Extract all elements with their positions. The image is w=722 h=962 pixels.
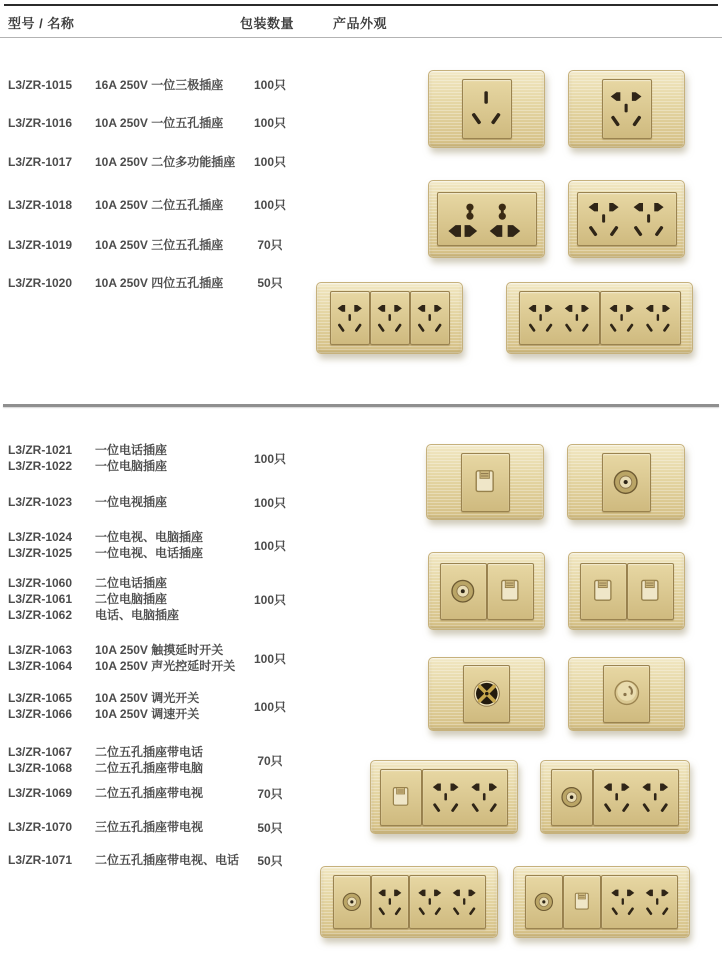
- socket-plate-double-jack-socket: [568, 552, 685, 630]
- touch-module-icon: [463, 665, 510, 723]
- module-strip: [580, 563, 674, 620]
- model-code: L3/ZR-1069: [8, 786, 73, 800]
- product-row: [0, 642, 722, 658]
- model-name: 一位电脑插座: [95, 459, 168, 473]
- socket-plate-two-gang-five-hole-socket: [568, 180, 685, 258]
- five2-module-icon: [409, 875, 486, 929]
- package-quantity: 100只: [253, 116, 287, 130]
- module-strip: [602, 79, 652, 139]
- model-name: 二位五孔插座带电脑: [95, 761, 204, 775]
- model-name: 一位电视、电话插座: [95, 546, 204, 560]
- model-name: 一位电话插座: [95, 443, 168, 457]
- module-strip: [519, 291, 681, 345]
- package-quantity: 100只: [253, 198, 287, 212]
- model-name: 16A 250V 一位三极插座: [95, 78, 224, 92]
- five-module-icon: [371, 875, 409, 929]
- package-quantity: 100只: [253, 538, 287, 553]
- package-quantity: 100只: [253, 78, 287, 92]
- five2-module-icon: [577, 192, 677, 246]
- rj-module-icon: [487, 563, 534, 620]
- socket-plate-tv-jack-with-two-five-hole: [513, 866, 690, 938]
- module-strip: [602, 453, 651, 512]
- model-name: 10A 250V 调光开关: [95, 691, 200, 705]
- socket-plate-tv-plus-jack-socket: [428, 552, 545, 630]
- header-rule: [0, 37, 722, 38]
- knob-module-icon: [603, 665, 650, 723]
- socket-plate-dimmer-knob-switch: [568, 657, 685, 731]
- top-rule: [4, 4, 718, 6]
- model-name: 10A 250V 二位多功能插座: [95, 155, 236, 169]
- module-strip: [525, 875, 678, 929]
- module-strip: [463, 665, 510, 723]
- module-strip: [440, 563, 534, 620]
- module-strip: [577, 192, 677, 246]
- model-code: L3/ZR-1068: [8, 761, 73, 775]
- tv-module-icon: [333, 875, 371, 929]
- package-quantity: 70只: [257, 786, 283, 801]
- socket-plate-three-gang-five-hole-socket: [316, 282, 463, 354]
- model-code: L3/ZR-1065: [8, 691, 73, 705]
- column-header-quantity: 包装数量: [240, 16, 295, 31]
- module-strip: [437, 192, 537, 246]
- model-code: L3/ZR-1019: [8, 238, 73, 252]
- five-module-icon: [330, 291, 370, 345]
- five-module-icon: [410, 291, 450, 345]
- rj-module-icon: [627, 563, 674, 620]
- model-code: L3/ZR-1061: [8, 592, 73, 606]
- column-header-model: 型号 / 名称: [8, 16, 75, 31]
- model-code: L3/ZR-1063: [8, 643, 73, 657]
- model-name: 10A 250V 一位五孔插座: [95, 116, 224, 130]
- model-code: L3/ZR-1067: [8, 745, 73, 759]
- model-name: 10A 250V 声光控延时开关: [95, 659, 236, 673]
- product-row: [0, 147, 722, 177]
- socket-plate-two-gang-multifunction-socket: [428, 180, 545, 258]
- five-module-icon: [602, 79, 652, 139]
- model-name: 电话、电脑插座: [95, 608, 180, 622]
- socket-plate-one-gang-phone-jack: [426, 444, 544, 520]
- model-code: L3/ZR-1064: [8, 659, 73, 673]
- rj-module-icon: [580, 563, 627, 620]
- package-quantity: 100只: [253, 699, 287, 714]
- tv-module-icon: [440, 563, 487, 620]
- model-code: L3/ZR-1023: [8, 495, 73, 509]
- five2-module-icon: [422, 769, 508, 826]
- package-quantity: 50只: [257, 276, 283, 290]
- model-name: 一位电视插座: [95, 495, 168, 509]
- rj-module-icon: [563, 875, 601, 929]
- model-name: 二位五孔插座带电视: [95, 786, 204, 800]
- package-quantity: 70只: [257, 238, 283, 252]
- socket-plate-tv-with-two-five-hole: [540, 760, 690, 834]
- package-quantity: 100只: [253, 451, 287, 466]
- model-code: L3/ZR-1017: [8, 155, 73, 169]
- multi-module-icon: [437, 192, 537, 246]
- five2-module-icon: [593, 769, 679, 826]
- model-name: 10A 250V 四位五孔插座: [95, 276, 224, 290]
- tv-module-icon: [551, 769, 593, 826]
- tv-module-icon: [525, 875, 563, 929]
- socket-plate-one-gang-three-pin-socket: [428, 70, 545, 148]
- five2-module-icon: [600, 291, 681, 345]
- model-code: L3/ZR-1022: [8, 459, 73, 473]
- model-code: L3/ZR-1025: [8, 546, 73, 560]
- socket-plate-four-gang-five-hole-socket: [506, 282, 693, 354]
- column-header-appearance: 产品外观: [333, 16, 388, 31]
- package-quantity: 100只: [253, 592, 287, 607]
- five2-module-icon: [601, 875, 678, 929]
- model-name: 二位五孔插座带电话: [95, 745, 204, 759]
- model-code: L3/ZR-1018: [8, 198, 73, 212]
- package-quantity: 70只: [257, 753, 283, 768]
- model-code: L3/ZR-1070: [8, 820, 73, 834]
- rj-module-icon: [461, 453, 510, 512]
- module-strip: [462, 79, 512, 139]
- tv-module-icon: [602, 453, 651, 512]
- model-name: 10A 250V 二位五孔插座: [95, 198, 224, 212]
- module-strip: [551, 769, 679, 826]
- module-strip: [330, 291, 450, 345]
- package-quantity: 100只: [253, 155, 287, 169]
- model-name: 二位电话插座: [95, 576, 168, 590]
- model-name: 三位五孔插座带电视: [95, 820, 204, 834]
- model-name: 一位电视、电脑插座: [95, 530, 204, 544]
- model-code: L3/ZR-1015: [8, 78, 73, 92]
- model-name: 10A 250V 触摸延时开关: [95, 643, 224, 657]
- package-quantity: 50只: [257, 820, 283, 835]
- socket-plate-one-gang-five-hole-socket: [568, 70, 685, 148]
- five-module-icon: [370, 291, 410, 345]
- module-strip: [380, 769, 508, 826]
- model-name: 二位五孔插座带电视、电话: [95, 853, 240, 867]
- module-strip: [333, 875, 486, 929]
- model-code: L3/ZR-1016: [8, 116, 73, 130]
- package-quantity: 100只: [253, 651, 287, 666]
- model-name: 二位电脑插座: [95, 592, 168, 606]
- model-name: 10A 250V 调速开关: [95, 707, 200, 721]
- rj-module-icon: [380, 769, 422, 826]
- model-code: L3/ZR-1021: [8, 443, 73, 457]
- socket-plate-one-gang-tv-socket: [567, 444, 685, 520]
- socket-plate-touch-delay-switch: [428, 657, 545, 731]
- model-code: L3/ZR-1071: [8, 853, 73, 867]
- socket-plate-tv-with-three-five-hole: [320, 866, 498, 938]
- five2-module-icon: [519, 291, 600, 345]
- model-code: L3/ZR-1060: [8, 576, 73, 590]
- socket-plate-jack-with-two-five-hole: [370, 760, 518, 834]
- module-strip: [461, 453, 510, 512]
- pin3-module-icon: [462, 79, 512, 139]
- model-name: 10A 250V 三位五孔插座: [95, 238, 224, 252]
- model-code: L3/ZR-1062: [8, 608, 73, 622]
- model-code: L3/ZR-1024: [8, 530, 73, 544]
- model-code: L3/ZR-1020: [8, 276, 73, 290]
- model-code: L3/ZR-1066: [8, 707, 73, 721]
- section-divider: [3, 404, 719, 407]
- product-row: [0, 744, 722, 760]
- package-quantity: 50只: [257, 853, 283, 868]
- module-strip: [603, 665, 650, 723]
- product-row: [0, 529, 722, 545]
- package-quantity: 100只: [253, 495, 287, 510]
